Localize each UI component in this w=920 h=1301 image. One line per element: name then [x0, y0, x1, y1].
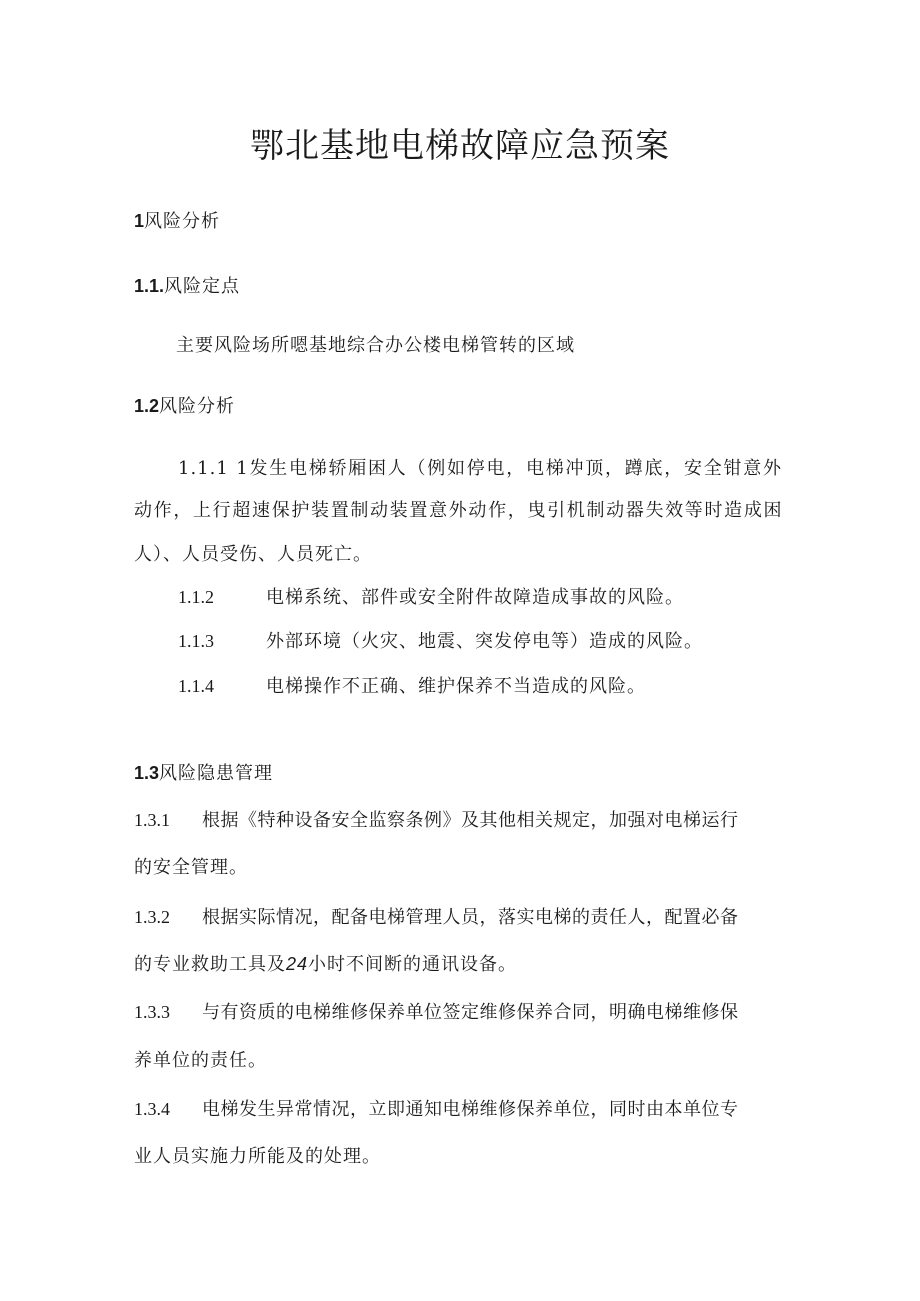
item-number: 1.3.4	[134, 1099, 170, 1119]
section-1-heading	[134, 207, 220, 233]
section-number: 1.2	[134, 396, 160, 416]
paragraph-line: 养单位的责任。	[134, 1050, 267, 1071]
section-1-2-heading	[134, 392, 235, 418]
section-1-3-heading	[134, 759, 273, 785]
section-number: 1.3	[134, 763, 160, 783]
section-number: 1	[134, 211, 145, 231]
hours-number: 24	[286, 954, 309, 974]
list-item	[134, 998, 782, 1024]
paragraph-line	[134, 950, 517, 976]
paragraph-line: 动作，上行超速保护装置制动装置意外动作，曳引机制动器失效等时造成困	[134, 500, 782, 521]
list-item	[134, 806, 782, 832]
list-item	[134, 903, 782, 929]
paragraph-line: 的安全管理。	[134, 857, 248, 878]
list-item	[178, 672, 646, 698]
item-number: 1.3.1	[134, 810, 170, 830]
section-title: 风险隐患管理	[159, 763, 274, 784]
list-item	[178, 627, 703, 653]
item-number: 1.3.3	[134, 1002, 170, 1022]
item-text: 根据实际情况，配备电梯管理人员，落实电梯的责任人，配置必备	[202, 907, 739, 928]
paragraph-line: 1.1.1 1发生电梯轿厢困人（例如停电，电梯冲顶，蹲底，安全钳意外	[178, 458, 782, 479]
section-title: 风险定点	[164, 276, 241, 297]
item-number: 1.1.4	[178, 676, 214, 696]
paragraph-line: 业人员实施力所能及的处理。	[134, 1146, 381, 1167]
section-title: 风险分析	[144, 211, 221, 232]
list-item	[134, 1095, 782, 1121]
section-title: 风险分析	[159, 396, 236, 417]
paragraph-line: 人）、人员受伤、人员死亡。	[134, 544, 372, 565]
item-number: 1.1.3	[178, 631, 214, 651]
section-number: 1.1.	[134, 276, 165, 296]
item-text: 电梯发生异常情况，立即通知电梯维修保养单位，同时由本单位专	[202, 1099, 739, 1120]
text-segment: 的专业救助工具及	[134, 954, 286, 975]
section-1-1-heading	[134, 272, 240, 298]
item-number: 1.1.2	[178, 587, 214, 607]
document-title: 鄂北基地电梯故障应急预案	[250, 126, 670, 166]
item-text: 外部环境（火灾、地震、突发停电等）造成的风险。	[266, 631, 703, 652]
text-segment: 小时不间断的通讯设备。	[308, 954, 518, 975]
item-text: 电梯操作不正确、维护保养不当造成的风险。	[266, 676, 646, 697]
item-text: 根据《特种设备安全监察条例》及其他相关规定，加强对电梯运行	[202, 810, 739, 831]
list-item	[178, 583, 684, 609]
item-text: 电梯系统、部件或安全附件故障造成事故的风险。	[266, 587, 684, 608]
item-number: 1.3.2	[134, 907, 170, 927]
item-text: 与有资质的电梯维修保养单位签定维修保养合同，明确电梯维修保	[202, 1002, 739, 1023]
section-1-1-body: 主要风险场所嗯基地综合办公楼电梯管转的区域	[176, 335, 575, 356]
